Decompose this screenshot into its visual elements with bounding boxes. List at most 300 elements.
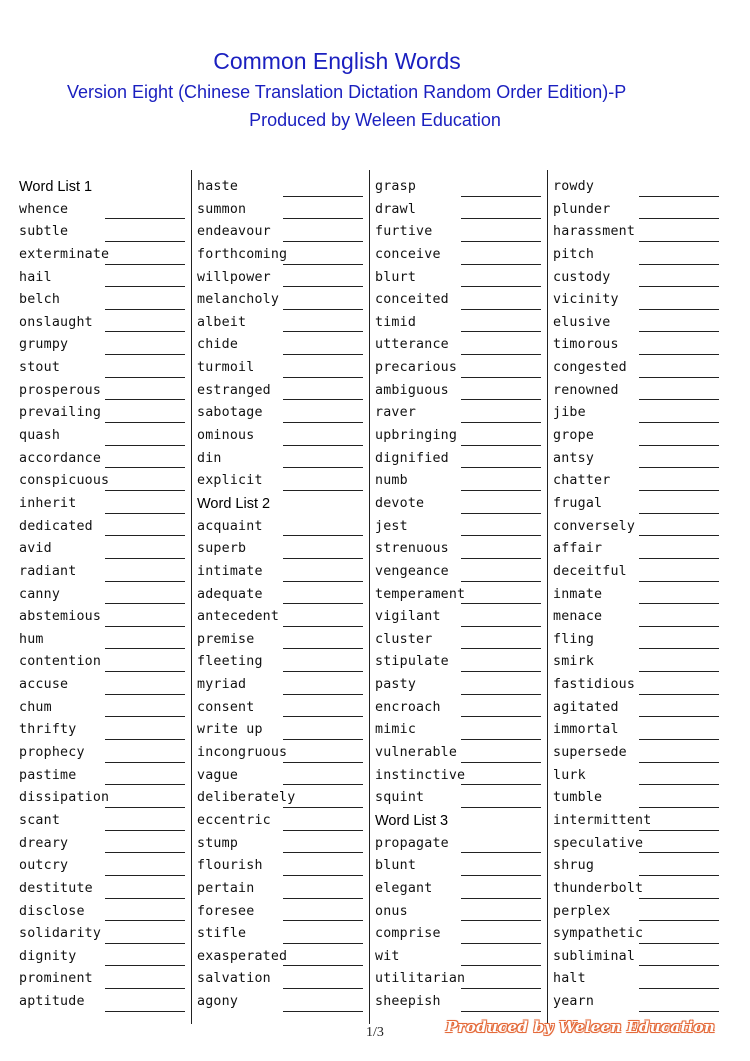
answer-blank[interactable] (461, 399, 541, 400)
answer-blank[interactable] (639, 535, 719, 536)
answer-blank[interactable] (105, 988, 185, 989)
answer-blank[interactable] (283, 445, 363, 446)
vocabulary-word: timid (375, 314, 417, 330)
vocabulary-word: destitute (19, 880, 93, 896)
word-row (197, 334, 365, 357)
answer-blank[interactable] (105, 762, 185, 763)
word-row (553, 402, 721, 425)
answer-blank[interactable] (283, 422, 363, 423)
word-row (197, 855, 365, 878)
vocabulary-word: rowdy (553, 179, 595, 194)
answer-blank[interactable] (283, 626, 363, 627)
vocabulary-word: instinctive (375, 767, 466, 783)
word-row (553, 221, 721, 244)
vocabulary-word: pastime (19, 767, 77, 783)
answer-blank[interactable] (461, 739, 541, 740)
answer-blank[interactable] (639, 218, 719, 219)
answer-blank[interactable] (105, 898, 185, 899)
word-row (553, 357, 721, 380)
answer-blank[interactable] (105, 399, 185, 400)
vocabulary-word: willpower (197, 269, 271, 285)
answer-blank[interactable] (105, 943, 185, 944)
word-row (375, 606, 543, 629)
vocabulary-word: immortal (553, 722, 619, 738)
answer-blank[interactable] (461, 241, 541, 242)
answer-blank[interactable] (461, 196, 541, 197)
answer-blank[interactable] (283, 671, 363, 672)
answer-blank[interactable] (461, 1011, 541, 1012)
vocabulary-word: upbringing (375, 428, 458, 444)
vocabulary-word: vicinity (553, 292, 619, 308)
answer-blank[interactable] (105, 875, 185, 876)
answer-blank[interactable] (461, 852, 541, 853)
vocabulary-word: renowned (553, 382, 619, 398)
answer-blank[interactable] (283, 807, 363, 808)
vocabulary-word: stifle (197, 926, 247, 942)
answer-blank[interactable] (639, 671, 719, 672)
answer-blank[interactable] (639, 422, 719, 423)
answer-blank[interactable] (639, 354, 719, 355)
answer-blank[interactable] (283, 784, 363, 785)
word-row (553, 651, 721, 674)
answer-blank[interactable] (461, 807, 541, 808)
word-row (19, 742, 187, 765)
answer-blank[interactable] (283, 920, 363, 921)
word-row (19, 357, 187, 380)
answer-blank[interactable] (639, 739, 719, 740)
answer-blank[interactable] (105, 490, 185, 491)
answer-blank[interactable] (283, 377, 363, 378)
word-row (197, 697, 365, 720)
vocabulary-word: vulnerable (375, 745, 458, 761)
answer-blank[interactable] (639, 445, 719, 446)
answer-blank[interactable] (639, 762, 719, 763)
answer-blank[interactable] (283, 648, 363, 649)
vocabulary-word: agony (197, 994, 239, 1010)
page-number: 1/3 (366, 1025, 384, 1040)
answer-blank[interactable] (105, 264, 185, 265)
vocabulary-word: congested (553, 360, 627, 376)
answer-blank[interactable] (639, 830, 719, 831)
answer-blank[interactable] (639, 1011, 719, 1012)
answer-blank[interactable] (461, 490, 541, 491)
word-row (553, 267, 721, 290)
answer-blank[interactable] (639, 716, 719, 717)
answer-blank[interactable] (283, 716, 363, 717)
word-row (197, 584, 365, 607)
vocabulary-word: eccentric (197, 812, 271, 828)
answer-blank[interactable] (639, 377, 719, 378)
answer-blank[interactable] (283, 354, 363, 355)
vocabulary-word: perplex (553, 903, 611, 919)
word-row (19, 855, 187, 878)
vocabulary-word: outcry (19, 858, 69, 874)
word-row (375, 584, 543, 607)
word-row (197, 176, 365, 199)
word-row (375, 312, 543, 335)
answer-blank[interactable] (283, 898, 363, 899)
word-row (375, 357, 543, 380)
answer-blank[interactable] (105, 694, 185, 695)
answer-blank[interactable] (461, 965, 541, 966)
answer-blank[interactable] (283, 196, 363, 197)
answer-blank[interactable] (283, 331, 363, 332)
answer-blank[interactable] (105, 784, 185, 785)
answer-blank[interactable] (639, 399, 719, 400)
vocabulary-word: chide (197, 337, 239, 353)
answer-blank[interactable] (283, 241, 363, 242)
vocabulary-word: exterminate (19, 246, 110, 262)
word-row (197, 991, 365, 1014)
answer-blank[interactable] (639, 920, 719, 921)
word-row (375, 946, 543, 969)
answer-blank[interactable] (105, 965, 185, 966)
answer-blank[interactable] (639, 807, 719, 808)
watermark: Produced by Weleen Education (446, 1018, 716, 1036)
word-row (197, 561, 365, 584)
answer-blank[interactable] (639, 513, 719, 514)
answer-blank[interactable] (105, 1011, 185, 1012)
answer-blank[interactable] (461, 331, 541, 332)
answer-blank[interactable] (461, 898, 541, 899)
vocabulary-word: inmate (553, 586, 603, 602)
answer-blank[interactable] (283, 694, 363, 695)
word-column-4 (553, 176, 721, 1014)
answer-blank[interactable] (639, 331, 719, 332)
answer-blank[interactable] (639, 467, 719, 468)
vocabulary-word: vengeance (375, 563, 449, 579)
answer-blank[interactable] (639, 264, 719, 265)
vocabulary-word: accuse (19, 677, 69, 693)
vocabulary-word: jibe (553, 405, 586, 421)
vocabulary-word: dreary (19, 835, 69, 851)
answer-blank[interactable] (105, 377, 185, 378)
answer-blank[interactable] (283, 218, 363, 219)
answer-blank[interactable] (283, 286, 363, 287)
word-row (553, 901, 721, 924)
vocabulary-word: harassment (553, 224, 636, 240)
answer-blank[interactable] (105, 241, 185, 242)
answer-blank[interactable] (105, 513, 185, 514)
vocabulary-word: thunderbolt (553, 880, 644, 896)
word-row (197, 402, 365, 425)
vocabulary-word: fleeting (197, 654, 263, 670)
word-row (197, 267, 365, 290)
answer-blank[interactable] (639, 309, 719, 310)
answer-blank[interactable] (283, 762, 363, 763)
answer-blank[interactable] (105, 626, 185, 627)
answer-blank[interactable] (105, 648, 185, 649)
word-row (553, 176, 721, 199)
word-row (197, 357, 365, 380)
word-row (19, 199, 187, 222)
word-row (553, 855, 721, 878)
word-row (197, 244, 365, 267)
answer-blank[interactable] (461, 218, 541, 219)
answer-blank[interactable] (461, 603, 541, 604)
answer-blank[interactable] (461, 648, 541, 649)
word-row (375, 833, 543, 856)
answer-blank[interactable] (639, 784, 719, 785)
answer-blank[interactable] (283, 535, 363, 536)
answer-blank[interactable] (105, 535, 185, 536)
vocabulary-word: raver (375, 405, 417, 421)
answer-blank[interactable] (461, 920, 541, 921)
word-list-heading: Word List 2 (197, 495, 271, 512)
word-row (375, 267, 543, 290)
word-row (19, 425, 187, 448)
vocabulary-word: devote (375, 495, 425, 511)
vocabulary-word: dissipation (19, 790, 110, 806)
vocabulary-word: intermittent (553, 812, 652, 828)
word-row (553, 629, 721, 652)
vocabulary-word: premise (197, 631, 255, 647)
vocabulary-word: explicit (197, 473, 263, 489)
vocabulary-word: dignified (375, 450, 449, 466)
answer-blank[interactable] (461, 716, 541, 717)
word-row (553, 606, 721, 629)
vocabulary-word: subliminal (553, 948, 636, 964)
word-row (375, 221, 543, 244)
answer-blank[interactable] (461, 513, 541, 514)
answer-blank[interactable] (639, 648, 719, 649)
vocabulary-word: stipulate (375, 654, 449, 670)
answer-blank[interactable] (461, 988, 541, 989)
vocabulary-word: sabotage (197, 405, 263, 421)
answer-blank[interactable] (283, 943, 363, 944)
answer-blank[interactable] (105, 218, 185, 219)
word-row (553, 584, 721, 607)
word-row (375, 651, 543, 674)
answer-blank[interactable] (461, 558, 541, 559)
word-row (19, 448, 187, 471)
answer-blank[interactable] (105, 807, 185, 808)
answer-blank[interactable] (283, 1011, 363, 1012)
word-row (197, 787, 365, 810)
answer-blank[interactable] (639, 852, 719, 853)
word-column-3 (375, 176, 543, 1014)
vocabulary-word: intimate (197, 563, 263, 579)
word-row (553, 312, 721, 335)
vocabulary-word: pasty (375, 677, 417, 693)
word-row (197, 968, 365, 991)
vocabulary-word: antecedent (197, 609, 280, 625)
vocabulary-word: supersede (553, 745, 627, 761)
word-row (553, 878, 721, 901)
answer-blank[interactable] (461, 422, 541, 423)
answer-blank[interactable] (283, 581, 363, 582)
vocabulary-word: elegant (375, 880, 433, 896)
word-row (197, 470, 365, 493)
answer-blank[interactable] (461, 286, 541, 287)
vocabulary-word: dignity (19, 948, 77, 964)
vocabulary-word: sympathetic (553, 926, 644, 942)
word-row (553, 561, 721, 584)
document-title: Common English Words (213, 48, 461, 74)
answer-blank[interactable] (283, 852, 363, 853)
vocabulary-word: thrifty (19, 722, 77, 738)
answer-blank[interactable] (283, 875, 363, 876)
answer-blank[interactable] (461, 264, 541, 265)
word-row (553, 719, 721, 742)
answer-blank[interactable] (105, 716, 185, 717)
answer-blank[interactable] (639, 241, 719, 242)
vocabulary-word: sheepish (375, 994, 441, 1010)
word-row (19, 901, 187, 924)
vocabulary-word: stump (197, 835, 239, 851)
column-divider (191, 170, 192, 1024)
vocabulary-word: stout (19, 360, 61, 376)
answer-blank[interactable] (639, 286, 719, 287)
vocabulary-word: melancholy (197, 292, 280, 308)
vocabulary-word: blunt (375, 858, 417, 874)
word-row (197, 312, 365, 335)
vocabulary-word: speculative (553, 835, 644, 851)
answer-blank[interactable] (639, 965, 719, 966)
vocabulary-word: deceitful (553, 563, 627, 579)
answer-blank[interactable] (639, 558, 719, 559)
answer-blank[interactable] (105, 920, 185, 921)
answer-blank[interactable] (283, 558, 363, 559)
vocabulary-word: prevailing (19, 405, 102, 421)
answer-blank[interactable] (105, 603, 185, 604)
answer-blank[interactable] (461, 626, 541, 627)
vocabulary-word: affair (553, 541, 603, 557)
answer-blank[interactable] (105, 739, 185, 740)
column-divider (547, 170, 548, 1024)
vocabulary-word: salvation (197, 971, 271, 987)
word-row (553, 289, 721, 312)
word-row (19, 923, 187, 946)
vocabulary-word: comprise (375, 926, 441, 942)
word-row (553, 765, 721, 788)
answer-blank[interactable] (105, 331, 185, 332)
vocabulary-word: vigilant (375, 609, 441, 625)
vocabulary-word: conversely (553, 518, 636, 534)
answer-blank[interactable] (283, 965, 363, 966)
answer-blank[interactable] (105, 852, 185, 853)
word-row (19, 380, 187, 403)
word-row (19, 538, 187, 561)
word-row (375, 923, 543, 946)
answer-blank[interactable] (461, 377, 541, 378)
vocabulary-word: exasperated (197, 948, 288, 964)
vocabulary-word: fastidious (553, 677, 636, 693)
word-row (553, 742, 721, 765)
answer-blank[interactable] (283, 309, 363, 310)
answer-blank[interactable] (639, 581, 719, 582)
vocabulary-word: numb (375, 473, 408, 489)
answer-blank[interactable] (105, 309, 185, 310)
word-row (19, 833, 187, 856)
vocabulary-word: furtive (375, 224, 433, 240)
word-row (553, 697, 721, 720)
answer-blank[interactable] (639, 626, 719, 627)
answer-blank[interactable] (461, 671, 541, 672)
answer-blank[interactable] (461, 581, 541, 582)
answer-blank[interactable] (105, 671, 185, 672)
word-row (375, 516, 543, 539)
vocabulary-word: jest (375, 518, 408, 534)
answer-blank[interactable] (105, 558, 185, 559)
word-row (553, 380, 721, 403)
word-row (197, 742, 365, 765)
answer-blank[interactable] (283, 739, 363, 740)
answer-blank[interactable] (283, 467, 363, 468)
answer-blank[interactable] (639, 875, 719, 876)
word-row (197, 289, 365, 312)
word-row (375, 901, 543, 924)
answer-blank[interactable] (283, 603, 363, 604)
answer-blank[interactable] (283, 399, 363, 400)
answer-blank[interactable] (105, 830, 185, 831)
answer-blank[interactable] (283, 490, 363, 491)
word-row (19, 719, 187, 742)
vocabulary-word: whence (19, 201, 69, 217)
answer-blank[interactable] (639, 943, 719, 944)
answer-blank[interactable] (639, 603, 719, 604)
answer-blank[interactable] (639, 988, 719, 989)
answer-blank[interactable] (105, 286, 185, 287)
answer-blank[interactable] (105, 445, 185, 446)
word-row (19, 493, 187, 516)
word-row (197, 606, 365, 629)
vocabulary-word: solidarity (19, 926, 102, 942)
word-row (553, 946, 721, 969)
word-row (553, 448, 721, 471)
answer-blank[interactable] (461, 943, 541, 944)
answer-blank[interactable] (105, 467, 185, 468)
vocabulary-word: superb (197, 541, 247, 557)
answer-blank[interactable] (461, 445, 541, 446)
answer-blank[interactable] (461, 762, 541, 763)
answer-blank[interactable] (461, 875, 541, 876)
answer-blank[interactable] (639, 694, 719, 695)
answer-blank[interactable] (105, 581, 185, 582)
word-row (197, 221, 365, 244)
word-row (553, 674, 721, 697)
answer-blank[interactable] (283, 988, 363, 989)
answer-blank[interactable] (639, 490, 719, 491)
answer-blank[interactable] (105, 354, 185, 355)
vocabulary-word: squint (375, 790, 425, 806)
answer-blank[interactable] (105, 422, 185, 423)
word-row (375, 787, 543, 810)
word-row (553, 538, 721, 561)
word-row (19, 878, 187, 901)
word-row (553, 968, 721, 991)
answer-blank[interactable] (461, 309, 541, 310)
word-row (553, 425, 721, 448)
answer-blank[interactable] (461, 784, 541, 785)
vocabulary-word: foresee (197, 903, 255, 919)
answer-blank[interactable] (283, 264, 363, 265)
answer-blank[interactable] (639, 898, 719, 899)
answer-blank[interactable] (461, 467, 541, 468)
word-row (375, 561, 543, 584)
answer-blank[interactable] (283, 830, 363, 831)
word-row (375, 334, 543, 357)
answer-blank[interactable] (461, 354, 541, 355)
answer-blank[interactable] (461, 694, 541, 695)
vocabulary-word: encroach (375, 699, 441, 715)
answer-blank[interactable] (639, 196, 719, 197)
answer-blank[interactable] (461, 535, 541, 536)
word-row (197, 651, 365, 674)
word-row (197, 199, 365, 222)
word-row (375, 765, 543, 788)
word-row (375, 493, 543, 516)
